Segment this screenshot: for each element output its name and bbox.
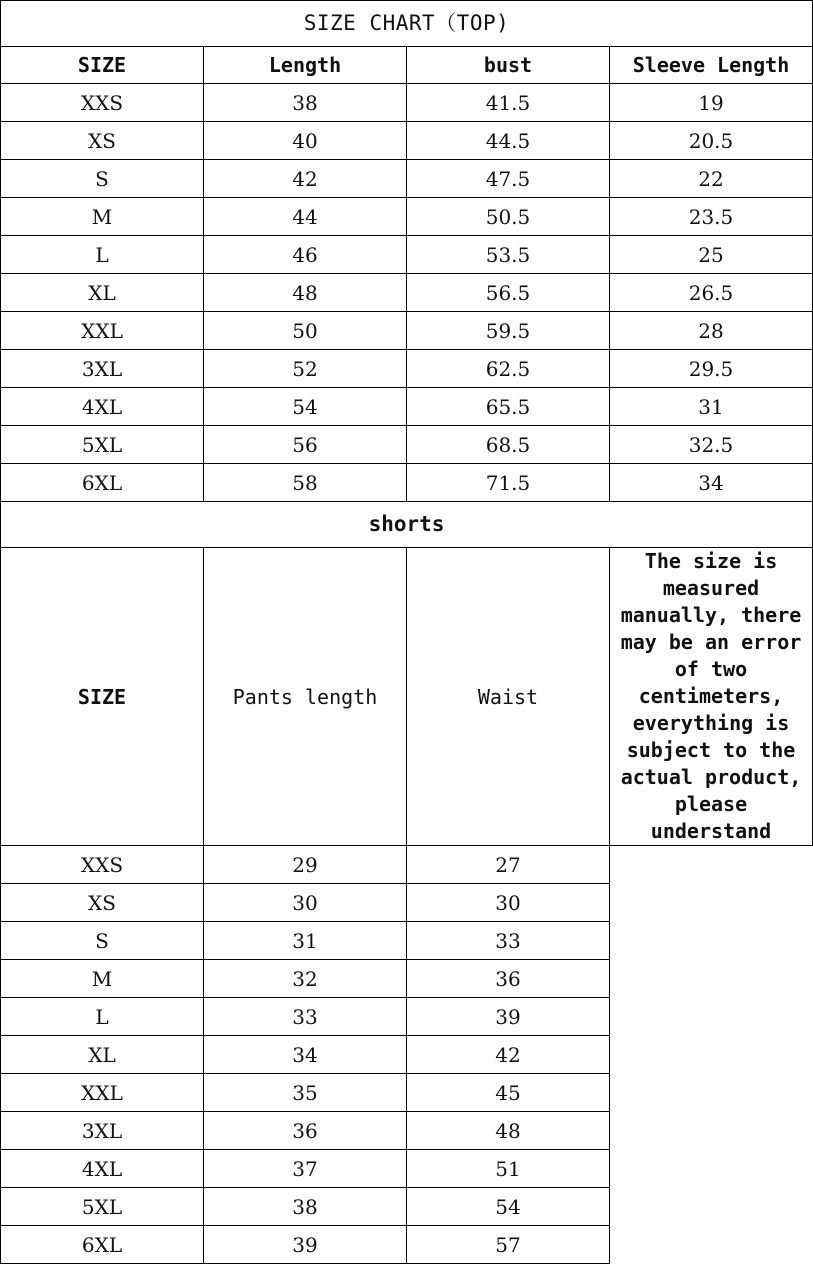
- top-cell-bust: 44.5: [407, 122, 610, 160]
- shorts-cell-waist: 51: [407, 1150, 610, 1188]
- shorts-cell-pants-length: 34: [204, 1036, 407, 1074]
- top-cell-size: S: [1, 160, 204, 198]
- top-cell-size: XXS: [1, 84, 204, 122]
- top-cell-bust: 62.5: [407, 350, 610, 388]
- shorts-cell-size: XL: [1, 1036, 204, 1074]
- shorts-cell-pants-length: 39: [204, 1226, 407, 1264]
- table-row: [1, 274, 813, 312]
- shorts-cell-size: M: [1, 960, 204, 998]
- shorts-cell-waist: 27: [407, 846, 610, 884]
- shorts-cell-waist: 36: [407, 960, 610, 998]
- measurement-note: The size is measured manually, there may be an error of two centimeters, everything is subject to the actual product, please understand: [610, 548, 813, 846]
- shorts-cell-waist: 45: [407, 1074, 610, 1112]
- top-header-length: Length: [204, 47, 407, 84]
- table-row: [1, 160, 813, 198]
- top-cell-length: 44: [204, 198, 407, 236]
- top-cell-bust: 47.5: [407, 160, 610, 198]
- table-row: [1, 1074, 813, 1112]
- table-row: [1, 922, 813, 960]
- top-cell-sleeve-length: 34: [610, 464, 813, 502]
- top-cell-size: XS: [1, 122, 204, 160]
- top-cell-length: 40: [204, 122, 407, 160]
- shorts-header-waist: Waist: [407, 548, 610, 846]
- shorts-cell-pants-length: 32: [204, 960, 407, 998]
- shorts-cell-waist: 48: [407, 1112, 610, 1150]
- shorts-cell-waist: 30: [407, 884, 610, 922]
- top-cell-sleeve-length: 28: [610, 312, 813, 350]
- top-table-body: [1, 84, 813, 502]
- top-cell-length: 46: [204, 236, 407, 274]
- table-row: [1, 426, 813, 464]
- top-cell-size: XL: [1, 274, 204, 312]
- table-row: [1, 236, 813, 274]
- shorts-cell-pants-length: 38: [204, 1188, 407, 1226]
- table-row: [1, 846, 813, 884]
- shorts-cell-pants-length: 31: [204, 922, 407, 960]
- top-cell-sleeve-length: 20.5: [610, 122, 813, 160]
- table-row: [1, 464, 813, 502]
- top-cell-length: 42: [204, 160, 407, 198]
- shorts-cell-size: XS: [1, 884, 204, 922]
- top-cell-size: 4XL: [1, 388, 204, 426]
- shorts-cell-pants-length: 33: [204, 998, 407, 1036]
- shorts-header-row: [1, 548, 813, 846]
- top-chart-title: SIZE CHART（TOP): [1, 1, 813, 47]
- shorts-cell-size: L: [1, 998, 204, 1036]
- top-cell-sleeve-length: 29.5: [610, 350, 813, 388]
- shorts-cell-size: S: [1, 922, 204, 960]
- shorts-cell-size: 4XL: [1, 1150, 204, 1188]
- top-cell-size: 5XL: [1, 426, 204, 464]
- top-cell-bust: 65.5: [407, 388, 610, 426]
- table-row: [1, 198, 813, 236]
- shorts-header-size: SIZE: [1, 548, 204, 846]
- top-cell-length: 38: [204, 84, 407, 122]
- top-cell-length: 48: [204, 274, 407, 312]
- shorts-cell-size: 6XL: [1, 1226, 204, 1264]
- shorts-table-body: [1, 846, 813, 1264]
- shorts-cell-waist: 57: [407, 1226, 610, 1264]
- shorts-cell-pants-length: 29: [204, 846, 407, 884]
- table-row: [1, 1112, 813, 1150]
- shorts-cell-size: XXS: [1, 846, 204, 884]
- top-cell-bust: 41.5: [407, 84, 610, 122]
- top-cell-bust: 56.5: [407, 274, 610, 312]
- table-row: [1, 1188, 813, 1226]
- top-cell-bust: 50.5: [407, 198, 610, 236]
- table-row: [1, 312, 813, 350]
- shorts-cell-waist: 33: [407, 922, 610, 960]
- top-cell-size: 3XL: [1, 350, 204, 388]
- top-cell-length: 50: [204, 312, 407, 350]
- table-row: [1, 388, 813, 426]
- top-cell-length: 54: [204, 388, 407, 426]
- top-cell-sleeve-length: 25: [610, 236, 813, 274]
- top-header-sleeve-length: Sleeve Length: [610, 47, 813, 84]
- shorts-cell-waist: 42: [407, 1036, 610, 1074]
- shorts-cell-size: 5XL: [1, 1188, 204, 1226]
- shorts-cell-pants-length: 30: [204, 884, 407, 922]
- top-cell-sleeve-length: 22: [610, 160, 813, 198]
- table-row: [1, 350, 813, 388]
- shorts-cell-pants-length: 35: [204, 1074, 407, 1112]
- top-header-row: [1, 47, 813, 84]
- table-row: [1, 1226, 813, 1264]
- top-cell-bust: 68.5: [407, 426, 610, 464]
- top-cell-length: 58: [204, 464, 407, 502]
- top-cell-length: 56: [204, 426, 407, 464]
- top-cell-sleeve-length: 32.5: [610, 426, 813, 464]
- table-row: [1, 1036, 813, 1074]
- table-row: [1, 122, 813, 160]
- top-cell-sleeve-length: 31: [610, 388, 813, 426]
- top-cell-bust: 71.5: [407, 464, 610, 502]
- table-row: [1, 998, 813, 1036]
- top-cell-size: XXL: [1, 312, 204, 350]
- top-cell-bust: 53.5: [407, 236, 610, 274]
- table-row: [1, 84, 813, 122]
- top-cell-sleeve-length: 23.5: [610, 198, 813, 236]
- shorts-cell-pants-length: 37: [204, 1150, 407, 1188]
- table-row: [1, 960, 813, 998]
- table-row: [1, 1150, 813, 1188]
- shorts-section-title: shorts: [1, 502, 813, 548]
- shorts-header-pants-length: Pants length: [204, 548, 407, 846]
- top-cell-sleeve-length: 19: [610, 84, 813, 122]
- top-cell-size: M: [1, 198, 204, 236]
- shorts-cell-size: XXL: [1, 1074, 204, 1112]
- top-cell-size: 6XL: [1, 464, 204, 502]
- top-header-bust: bust: [407, 47, 610, 84]
- table-row: [1, 884, 813, 922]
- top-cell-sleeve-length: 26.5: [610, 274, 813, 312]
- shorts-cell-pants-length: 36: [204, 1112, 407, 1150]
- top-cell-bust: 59.5: [407, 312, 610, 350]
- top-header-size: SIZE: [1, 47, 204, 84]
- top-cell-size: L: [1, 236, 204, 274]
- top-cell-length: 52: [204, 350, 407, 388]
- shorts-cell-waist: 39: [407, 998, 610, 1036]
- shorts-cell-waist: 54: [407, 1188, 610, 1226]
- shorts-cell-size: 3XL: [1, 1112, 204, 1150]
